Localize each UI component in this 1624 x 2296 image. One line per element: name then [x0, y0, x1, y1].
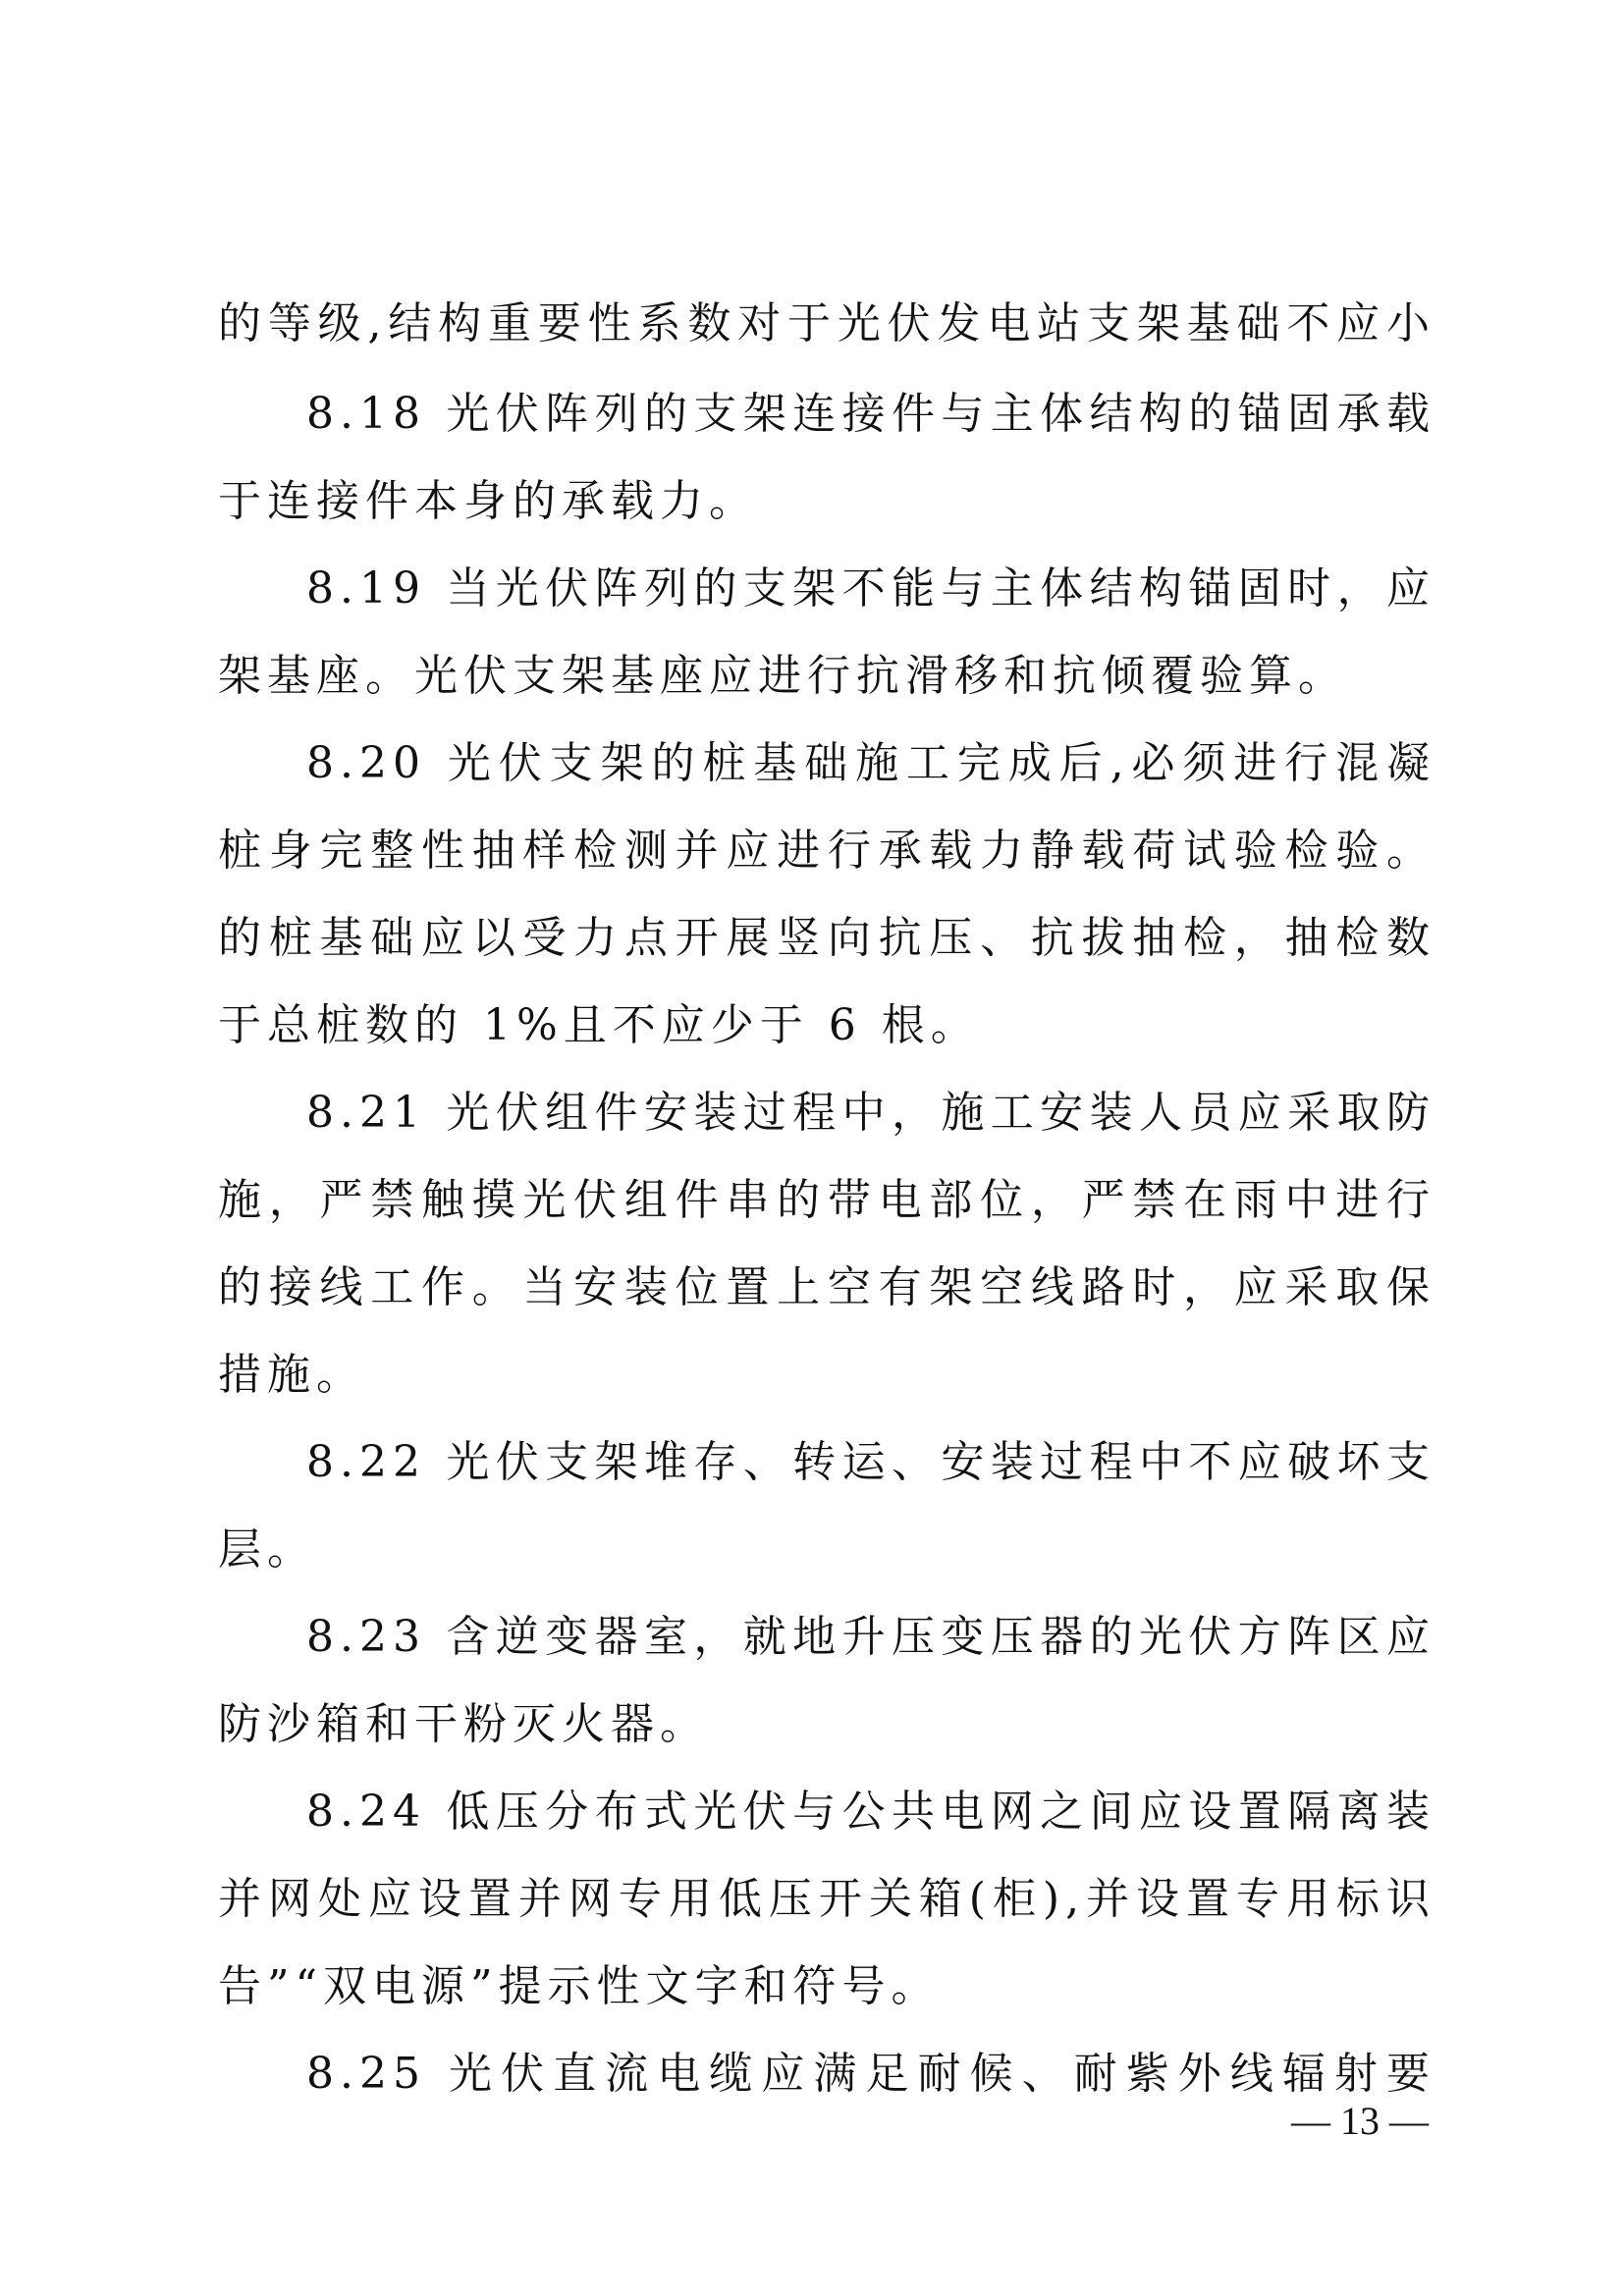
text-line: 的等级,结构重要性系数对于光伏发电站支架基础不应小: [218, 298, 1435, 348]
text-line: 告”“双电源”提示性文字和符号。: [218, 1961, 941, 2011]
text-line: 于连接件本身的承载力。: [218, 476, 758, 526]
text-line: 于总桩数的 1%且不应少于 6 根。: [218, 1000, 980, 1050]
clause-8-24-line: 8.24 低压分布式光伏与公共电网之间应设置隔离装: [306, 1787, 1435, 1837]
clause-8-18-line: 8.18 光伏阵列的支架连接件与主体结构的锚固承载: [306, 389, 1435, 439]
clause-8-19-line: 8.19 当光伏阵列的支架不能与主体结构锚固时，应: [306, 563, 1435, 614]
text-line: 的桩基础应以受力点开展竖向抗压、抗拔抽检，抽检数: [218, 913, 1435, 963]
text-line: 架基座。光伏支架基座应进行抗滑移和抗倾覆验算。: [218, 651, 1347, 701]
text-line: 层。: [218, 1524, 316, 1575]
text-line: 并网处应设置并网专用低压开关箱(柜),并设置专用标识: [218, 1874, 1435, 1924]
text-line: 的接线工作。当安装位置上空有架空线路时，应采取保: [218, 1262, 1435, 1312]
clause-8-20-line: 8.20 光伏支架的桩基础施工完成后,必须进行混凝: [306, 738, 1435, 788]
clause-8-23-line: 8.23 含逆变器室，就地升压变压器的光伏方阵区应: [306, 1612, 1435, 1662]
clause-8-21-line: 8.21 光伏组件安装过程中，施工安装人员应采取防: [306, 1088, 1435, 1138]
text-line: 桩身完整性抽样检测并应进行承载力静载荷试验检验。: [218, 826, 1435, 876]
clause-8-25-line: 8.25 光伏直流电缆应满足耐候、耐紫外线辐射要: [306, 2049, 1435, 2099]
page-number: — 13 —: [1291, 2099, 1429, 2143]
text-line: 施，严禁触摸光伏组件串的带电部位，严禁在雨中进行: [218, 1175, 1435, 1225]
text-line: 措施。: [218, 1350, 365, 1400]
text-line: 防沙箱和干粉灭火器。: [218, 1699, 709, 1749]
clause-8-22-line: 8.22 光伏支架堆存、转运、安装过程中不应破坏支: [306, 1437, 1435, 1487]
